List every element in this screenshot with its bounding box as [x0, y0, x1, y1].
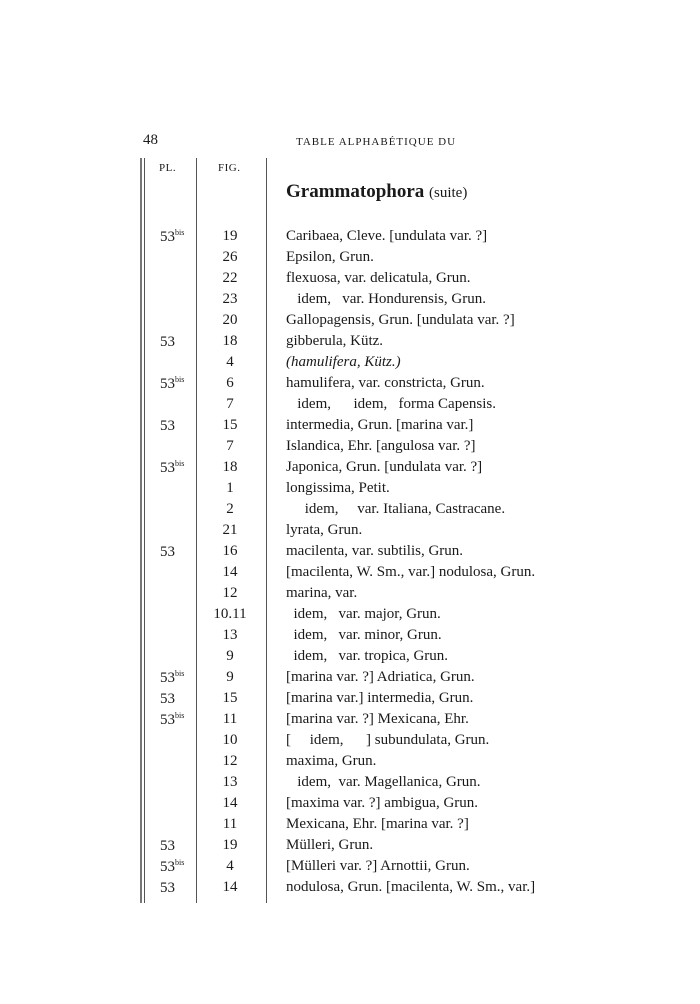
plate-number — [160, 879, 200, 897]
table-row — [0, 879, 700, 900]
plate-bis-suffix: bis — [175, 858, 185, 867]
figure-number: 11 — [222, 711, 238, 727]
plate-value: 53 — [160, 376, 175, 392]
table-row — [0, 459, 700, 480]
figure-number: 14 — [222, 879, 238, 895]
taxon-entry: [marina var.] intermedia, Grun. — [286, 690, 474, 706]
taxon-entry: idem, var. Magellanica, Grun. — [286, 774, 481, 790]
taxon-entry: gibberula, Kütz. — [286, 333, 384, 349]
figure-number: 23 — [222, 291, 238, 307]
taxon-entry: Epsilon, Grun. — [286, 249, 374, 265]
figure-number: 10 — [222, 732, 238, 748]
table-row — [0, 480, 700, 501]
plate-bis-suffix: bis — [175, 711, 185, 720]
taxon-entry: [Mülleri var. ?] Arnottii, Grun. — [286, 858, 470, 874]
figure-number: 19 — [222, 837, 238, 853]
table-row — [0, 396, 700, 417]
figure-number: 10.11 — [213, 606, 247, 622]
taxon-entry: lyrata, Grun. — [286, 522, 363, 538]
table-row — [0, 501, 700, 522]
figure-number: 15 — [222, 690, 238, 706]
table-row — [0, 753, 700, 774]
table-row — [0, 417, 700, 438]
taxon-entry: longissima, Petit. — [286, 480, 390, 496]
figure-number: 9 — [226, 648, 234, 664]
table-row — [0, 270, 700, 291]
column-header-fig: FIG. — [218, 162, 241, 174]
table-row — [0, 837, 700, 858]
table-row — [0, 312, 700, 333]
figure-number: 7 — [226, 438, 234, 454]
figure-number: 19 — [222, 228, 238, 244]
figure-number: 22 — [222, 270, 238, 286]
running-head: TABLE ALPHABÉTIQUE DU — [296, 136, 457, 148]
plate-value: 53 — [160, 838, 175, 854]
figure-number: 4 — [226, 354, 234, 370]
plate-value: 53 — [160, 460, 175, 476]
figure-number: 11 — [222, 816, 238, 832]
taxon-entry: idem, var. tropica, Grun. — [286, 648, 449, 664]
taxon-entry: Gallopagensis, Grun. [undulata var. ?] — [286, 312, 515, 328]
plate-value: 53 — [160, 670, 175, 686]
table-row — [0, 858, 700, 879]
figure-number: 6 — [226, 375, 234, 391]
taxon-entry: Mexicana, Ehr. [marina var. ?] — [286, 816, 469, 832]
table-row — [0, 543, 700, 564]
plate-value: 53 — [160, 418, 175, 434]
plate-value: 53 — [160, 691, 175, 707]
table-row — [0, 606, 700, 627]
figure-number: 2 — [226, 501, 234, 517]
table-row — [0, 711, 700, 732]
figure-number: 20 — [222, 312, 238, 328]
plate-number — [160, 459, 200, 477]
table-row — [0, 648, 700, 669]
column-header-pl: PL. — [159, 162, 177, 174]
taxon-entry: [marina var. ?] Adriatica, Grun. — [286, 669, 475, 685]
figure-number: 9 — [226, 669, 234, 685]
table-row — [0, 669, 700, 690]
plate-number — [160, 228, 200, 246]
figure-number: 4 — [226, 858, 234, 874]
figure-number: 13 — [222, 627, 238, 643]
table-row — [0, 585, 700, 606]
plate-value: 53 — [160, 712, 175, 728]
plate-bis-suffix: bis — [175, 459, 185, 468]
taxon-entry: macilenta, var. subtilis, Grun. — [286, 543, 464, 559]
taxon-entry: intermedia, Grun. [marina var.] — [286, 417, 474, 433]
plate-value: 53 — [160, 334, 175, 350]
taxon-entry: flexuosa, var. delicatula, Grun. — [286, 270, 471, 286]
taxon-entry: marina, var. — [286, 585, 358, 601]
plate-number — [160, 711, 200, 729]
plate-value: 53 — [160, 544, 175, 560]
taxon-entry: (hamulifera, Kütz.) — [286, 354, 401, 370]
taxon-entry: idem, var. minor, Grun. — [286, 627, 442, 643]
plate-number — [160, 543, 200, 561]
taxon-entry: idem, idem, forma Capensis. — [286, 396, 496, 412]
plate-number — [160, 417, 200, 435]
page-number: 48 — [143, 132, 158, 148]
plate-value: 53 — [160, 859, 175, 875]
figure-number: 18 — [222, 333, 238, 349]
figure-number: 18 — [222, 459, 238, 475]
taxon-entry: [macilenta, W. Sm., var.] nodulosa, Grun. — [286, 564, 536, 580]
plate-number — [160, 858, 200, 876]
figure-number: 21 — [222, 522, 238, 538]
figure-number: 13 — [222, 774, 238, 790]
table-row — [0, 795, 700, 816]
section-heading — [286, 181, 467, 203]
plate-number — [160, 669, 200, 687]
taxon-entry: maxima, Grun. — [286, 753, 377, 769]
taxon-entry: Japonica, Grun. [undulata var. ?] — [286, 459, 483, 475]
taxon-entry: Caribaea, Cleve. [undulata var. ?] — [286, 228, 488, 244]
plate-number — [160, 333, 200, 351]
table-row — [0, 690, 700, 711]
plate-number — [160, 690, 200, 708]
section-suffix: (suite) — [429, 185, 468, 201]
figure-number: 26 — [222, 249, 238, 265]
table-row — [0, 564, 700, 585]
plate-bis-suffix: bis — [175, 669, 185, 678]
plate-number — [160, 375, 200, 393]
table-row — [0, 627, 700, 648]
plate-bis-suffix: bis — [175, 228, 185, 237]
taxon-entry: Mülleri, Grun. — [286, 837, 374, 853]
taxon-entry: [ idem, ] subundulata, Grun. — [286, 732, 490, 748]
taxon-entry: idem, var. Hondurensis, Grun. — [286, 291, 486, 307]
taxon-entry: idem, var. major, Grun. — [286, 606, 441, 622]
taxon-entry: Islandica, Ehr. [angulosa var. ?] — [286, 438, 476, 454]
plate-number — [160, 837, 200, 855]
taxon-entry: [marina var. ?] Mexicana, Ehr. — [286, 711, 469, 727]
genus-name: Grammatophora — [286, 181, 425, 202]
plate-bis-suffix: bis — [175, 375, 185, 384]
table-row — [0, 354, 700, 375]
table-row — [0, 228, 700, 249]
table-row — [0, 732, 700, 753]
table-row — [0, 438, 700, 459]
taxon-entry: [maxima var. ?] ambigua, Grun. — [286, 795, 479, 811]
figure-number: 1 — [226, 480, 234, 496]
table-row — [0, 816, 700, 837]
taxon-entry: hamulifera, var. constricta, Grun. — [286, 375, 485, 391]
table-row — [0, 774, 700, 795]
table-row — [0, 333, 700, 354]
figure-number: 14 — [222, 795, 238, 811]
figure-number: 7 — [226, 396, 234, 412]
table-row — [0, 291, 700, 312]
figure-number: 15 — [222, 417, 238, 433]
taxon-entry: nodulosa, Grun. [macilenta, W. Sm., var.] — [286, 879, 536, 895]
table-row — [0, 522, 700, 543]
table-row — [0, 375, 700, 396]
figure-number: 12 — [222, 753, 238, 769]
plate-value: 53 — [160, 880, 175, 896]
figure-number: 14 — [222, 564, 238, 580]
figure-number: 16 — [222, 543, 238, 559]
figure-number: 12 — [222, 585, 238, 601]
taxon-entry: idem, var. Italiana, Castracane. — [286, 501, 506, 517]
plate-value: 53 — [160, 229, 175, 245]
table-row — [0, 249, 700, 270]
